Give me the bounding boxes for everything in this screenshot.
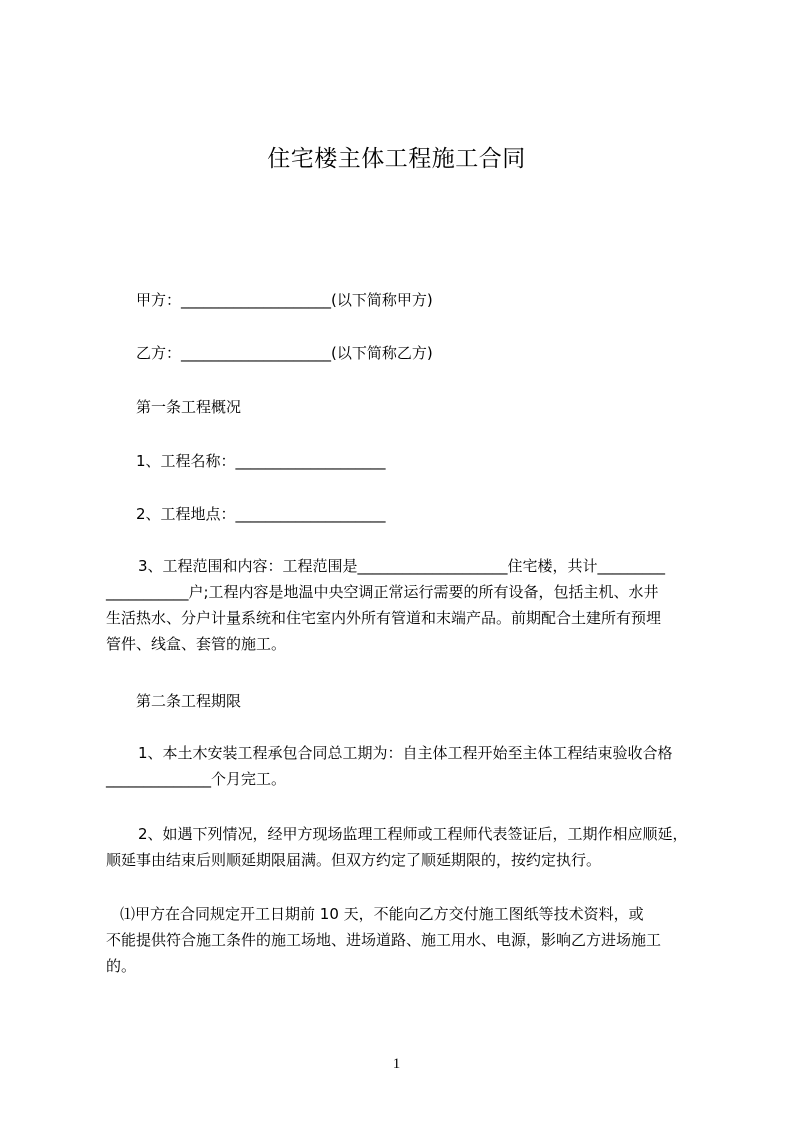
paragraph-line: 2、如遇下列情况，经甲方现场监理工程师或工程师代表签证后，工期作相应顺延， — [138, 825, 688, 843]
paragraph-line: ___________户;工程内容是地温中央空调正常运行需要的所有设备，包括主机、水井 — [106, 583, 659, 601]
paragraph-line: 顺延事由结束后则顺延期限届满。但双方约定了顺延期限的，按约定执行。 — [106, 851, 602, 869]
page-number: 1 — [392, 1056, 401, 1072]
article2-heading: 第二条工程期限 — [136, 692, 242, 710]
paragraph-line: 的。 — [106, 957, 137, 975]
article2-sub1-paragraph — [106, 901, 661, 979]
article1-heading: 第一条工程概况 — [136, 398, 242, 416]
article2-item1-paragraph — [106, 740, 673, 792]
paragraph-line: ______________个月完工。 — [106, 770, 287, 788]
paragraph-line: 1、本土木安装工程承包合同总工期为：自主体工程开始至主体工程结束验收合格 — [138, 744, 673, 762]
paragraph-line: 管件、线盒、套管的施工。 — [106, 635, 287, 653]
party-b-line: 乙方：____________________(以下简称乙方) — [136, 344, 433, 362]
paragraph-line: 3、工程范围和内容：工程范围是____________________住宅楼，共计_________ — [138, 557, 666, 575]
paragraph-line: ⑴甲方在合同规定开工日期前 10 天，不能向乙方交付施工图纸等技术资料，或 — [120, 905, 644, 923]
paragraph-line: 不能提供符合施工条件的施工场地、进场道路、施工用水、电源，影响乙方进场施工 — [106, 931, 662, 949]
article1-item2-project-location: 2、工程地点：____________________ — [136, 505, 386, 523]
party-a-line: 甲方：____________________(以下简称甲方) — [136, 291, 433, 309]
article2-item2-paragraph — [106, 821, 688, 873]
paragraph-line: 生活热水、分户计量系统和住宅室内外所有管道和末端产品。前期配合土建所有预埋 — [106, 609, 662, 627]
document-title: 住宅楼主体工程施工合同 — [267, 146, 526, 172]
article1-item3-paragraph — [106, 553, 665, 657]
article1-item1-project-name: 1、工程名称：____________________ — [136, 452, 386, 470]
